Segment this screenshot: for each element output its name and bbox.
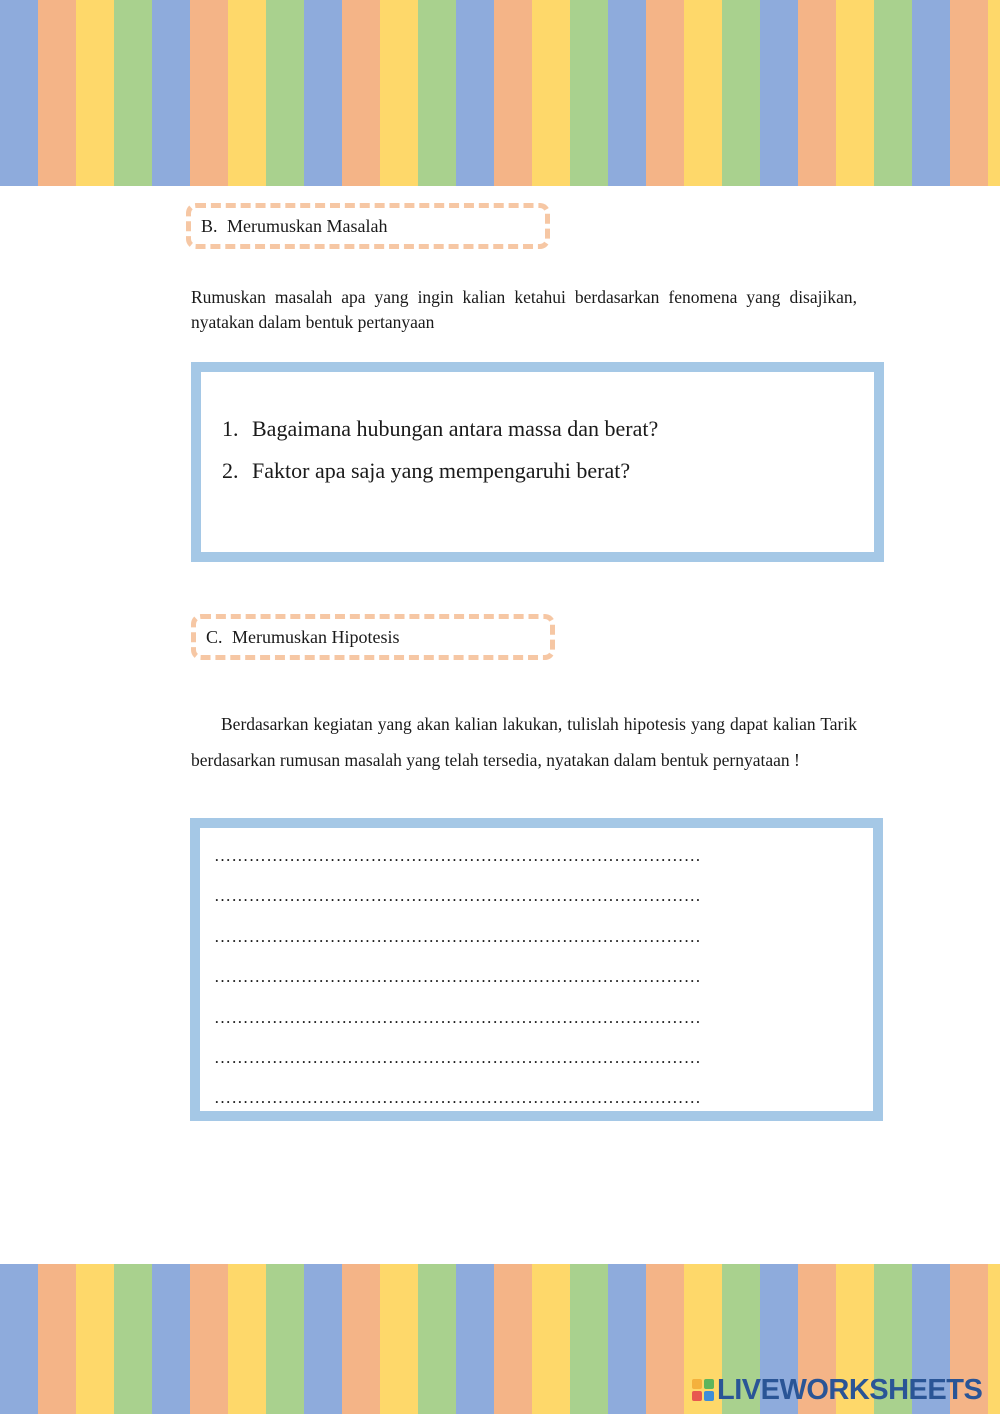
section-c-title: Merumuskan Hipotesis [232,627,400,647]
question-number: 2. [222,458,239,483]
color-stripe [304,0,342,186]
color-stripe [190,1264,228,1414]
color-stripe [532,1264,570,1414]
color-stripe [342,1264,380,1414]
color-stripe [570,1264,608,1414]
color-stripe [646,0,684,186]
section-b-title: Merumuskan Masalah [227,216,388,236]
color-stripe [760,0,798,186]
section-c-letter: C. [206,627,223,647]
answer-line[interactable]: ………………………………………………………………………… [214,1048,702,1067]
color-stripe [608,0,646,186]
answer-line[interactable]: ………………………………………………………………………… [214,1088,702,1107]
color-stripe [228,0,266,186]
color-stripe [266,1264,304,1414]
question-text: Faktor apa saja yang mempengaruhi berat? [252,458,631,483]
question-text: Bagaimana hubungan antara massa dan berat? [252,416,659,441]
color-stripe [38,0,76,186]
color-stripe [836,0,874,186]
color-stripe [456,0,494,186]
questions-box [191,362,884,562]
top-stripe-banner [0,0,1000,186]
question-list [222,414,658,498]
color-stripe [532,0,570,186]
color-stripe [912,0,950,186]
color-stripe [874,0,912,186]
color-stripe [0,1264,38,1414]
color-stripe [380,1264,418,1414]
color-stripe [418,1264,456,1414]
color-stripe [228,1264,266,1414]
color-stripe [646,1264,684,1414]
color-stripe [0,0,38,186]
answer-line[interactable]: ………………………………………………………………………… [214,967,702,986]
color-stripe [76,0,114,186]
answer-line[interactable]: ………………………………………………………………………… [214,927,702,946]
color-stripe [38,1264,76,1414]
color-stripe [114,1264,152,1414]
color-stripe [456,1264,494,1414]
color-stripe [950,0,988,186]
section-b-instruction: Rumuskan masalah apa yang ingin kalian ketahui berdasarkan fenomena yang disajikan, nyatakan dalam bentuk pertanyaan [191,287,857,332]
section-c-instruction: Berdasarkan kegiatan yang akan kalian lakukan, tulislah hipotesis yang dapat kalian Tarik berdasarkan rumusan masalah yang telah tersedia, nyatakan dalam bentuk pernyataan ! [191,714,857,770]
color-stripe [190,0,228,186]
color-stripe [152,0,190,186]
color-stripe [988,1264,1000,1414]
color-stripe [608,1264,646,1414]
section-b-label [186,203,550,249]
color-stripe [114,0,152,186]
answer-line[interactable]: ………………………………………………………………………… [214,846,702,865]
color-stripe [798,0,836,186]
color-stripe [684,0,722,186]
color-stripe [304,1264,342,1414]
question-item [222,456,658,498]
section-b-letter: B. [201,216,218,236]
liveworksheets-logo-icon [692,1379,714,1401]
color-stripe [418,0,456,186]
color-stripe [494,1264,532,1414]
section-c-label [191,614,555,660]
hypothesis-answer-box[interactable] [190,818,883,1121]
question-item [222,414,658,456]
color-stripe [570,0,608,186]
answer-line[interactable]: ………………………………………………………………………… [214,886,702,905]
liveworksheets-brand[interactable] [692,1374,982,1406]
color-stripe [152,1264,190,1414]
color-stripe [342,0,380,186]
color-stripe [494,0,532,186]
color-stripe [722,0,760,186]
color-stripe [266,0,304,186]
color-stripe [76,1264,114,1414]
color-stripe [380,0,418,186]
color-stripe [988,0,1000,186]
question-number: 1. [222,416,239,441]
brand-name: LIVEWORKSHEETS [717,1373,983,1406]
answer-line[interactable]: ………………………………………………………………………… [214,1008,702,1027]
